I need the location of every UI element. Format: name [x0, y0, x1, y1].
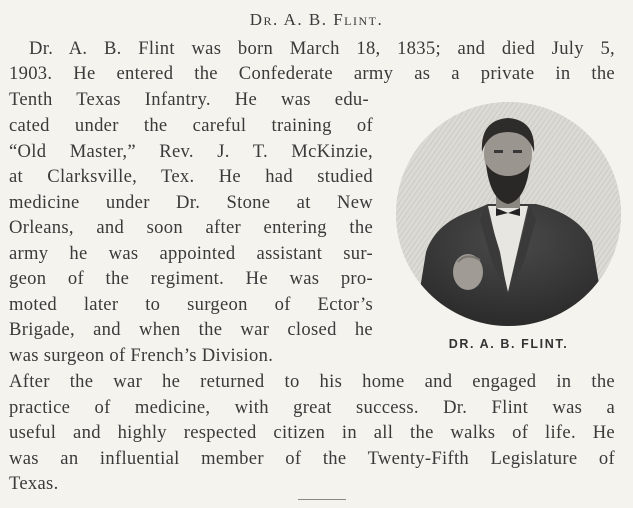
body-line-6: at Clarksville, Tex. He had studied — [9, 166, 373, 187]
body-line-14: After the war he returned to his home and engaged in the — [9, 371, 615, 392]
portrait-photo — [396, 102, 621, 326]
body-line-1: Dr. A. B. Flint was born March 18, 1835; and died July 5, — [29, 38, 615, 59]
article-title: Dr. A. B. Flint. — [249, 10, 384, 29]
portrait-caption: DR. A. B. FLINT. — [448, 337, 569, 351]
body-line-2: 1903. He entered the Confederate army as a private in the — [9, 63, 615, 84]
body-line-3: Tenth Texas Infantry. He was edu- — [9, 89, 369, 110]
body-line-10: geon of the regiment. He was pro- — [9, 268, 373, 289]
body-line-15: practice of medicine, with great success. Dr. Flint was a — [9, 397, 615, 418]
body-line-12: Brigade, and when the war closed he — [9, 319, 373, 340]
section-divider — [298, 499, 346, 500]
body-line-17: was an influential member of the Twenty-Fifth Legislature of — [9, 448, 615, 469]
body-line-13: was surgeon of French’s Division. — [9, 345, 274, 366]
body-line-7: medicine under Dr. Stone at New — [9, 192, 373, 213]
body-line-11: moted later to surgeon of Ector’s — [9, 294, 373, 315]
body-line-4: cated under the careful training of — [9, 115, 373, 136]
body-line-5: “Old Master,” Rev. J. T. McKinzie, — [9, 141, 373, 162]
body-line-16: useful and highly respected citizen in all the walks of life. He — [9, 422, 615, 443]
body-line-18: Texas. — [9, 473, 59, 494]
body-line-8: Orleans, and soon after entering the — [9, 217, 373, 238]
body-line-9: army he was appointed assistant sur- — [9, 243, 373, 264]
